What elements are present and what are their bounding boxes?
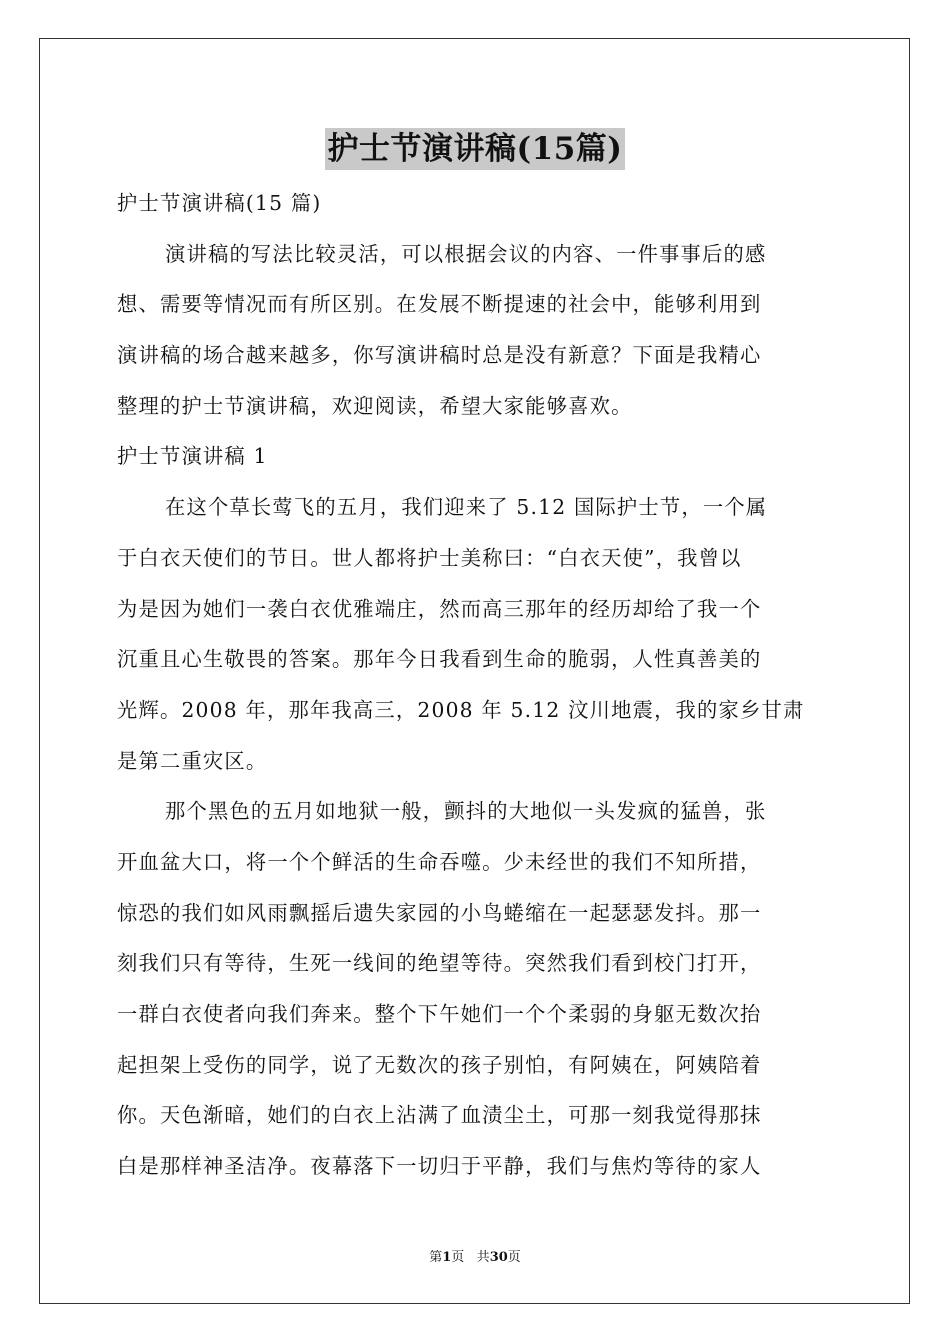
text-line: 你。天色渐暗，她们的白衣上沾满了血渍尘土，可那一刻我觉得那抹 <box>117 1103 762 1128</box>
document-title: 护士节演讲稿(15篇) <box>325 128 626 170</box>
text-line: 开血盆大口，将一个个鲜活的生命吞噬。少未经世的我们不知所措， <box>117 849 762 874</box>
page-label-suffix: 页 <box>451 1250 465 1265</box>
text-line: 光辉。2008 年，那年我高三，2008 年 5.12 汶川地震，我的家乡甘肃 <box>117 697 805 722</box>
text-line: 起担架上受伤的同学，说了无数次的孩子别怕，有阿姨在，阿姨陪着 <box>117 1052 762 1077</box>
page-footer <box>0 1246 950 1265</box>
text-line: 是第二重灾区。 <box>117 748 268 773</box>
text-line: 白是那样神圣洁净。夜幕落下一切归于平静，我们与焦灼等待的家人 <box>117 1154 762 1179</box>
text-line: 沉重且心生敬畏的答案。那年今日我看到生命的脆弱，人性真善美的 <box>117 647 762 672</box>
text-line: 惊恐的我们如风雨飘摇后遗失家园的小鸟蜷缩在一起瑟瑟发抖。那一 <box>117 900 762 925</box>
text-line: 想、需要等情况而有所区别。在发展不断提速的社会中，能够利用到 <box>117 292 762 317</box>
total-label-prefix: 共 <box>476 1250 490 1265</box>
text-line: 那个黑色的五月如地狱一般，颤抖的大地似一头发疯的猛兽，张 <box>165 799 767 824</box>
text-line: 护士节演讲稿(15 篇) <box>117 191 322 215</box>
text-line: 演讲稿的场合越来越多，你写演讲稿时总是没有新意？下面是我精心 <box>117 343 762 368</box>
document-body <box>117 178 833 1192</box>
text-line: 刻我们只有等待，生死一线间的绝望等待。突然我们看到校门打开， <box>117 951 762 976</box>
total-pages: 30 <box>489 1250 508 1265</box>
text-line: 演讲稿的写法比较灵活，可以根据会议的内容、一件事事后的感 <box>165 241 767 266</box>
text-line: 为是因为她们一袭白衣优雅端庄，然而高三那年的经历却给了我一个 <box>117 596 762 621</box>
text-line: 于白衣天使们的节日。世人都将护士美称曰：“白衣天使”，我曾以 <box>117 545 742 570</box>
text-line: 整理的护士节演讲稿，欢迎阅读，希望大家能够喜欢。 <box>117 393 633 418</box>
page-number: 1 <box>442 1250 452 1265</box>
text-line: 一群白衣使者向我们奔来。整个下午她们一个个柔弱的身躯无数次抬 <box>117 1002 762 1026</box>
title-wrap <box>0 128 950 170</box>
total-label-suffix: 页 <box>507 1250 521 1265</box>
text-line: 在这个草长莺飞的五月，我们迎来了 5.12 国际护士节，一个属 <box>165 495 768 520</box>
page-label-prefix: 第 <box>429 1250 443 1265</box>
text-line: 护士节演讲稿 1 <box>117 444 268 469</box>
